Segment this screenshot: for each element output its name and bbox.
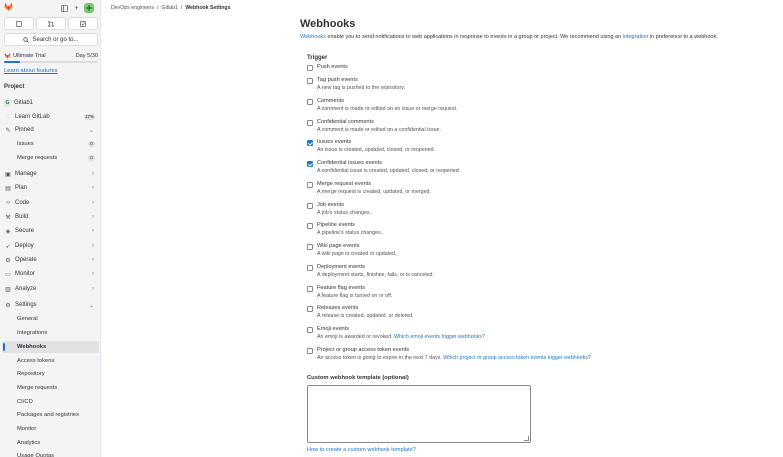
intro-text: enable you to send notifications to web applications in response to events in a group or project. We recommend using an	[325, 34, 623, 40]
sidebar-item-build[interactable]	[2, 211, 99, 223]
event-help-text	[317, 355, 591, 361]
custom-template-help-link[interactable]: How to create a custom webhook template?	[307, 447, 416, 453]
sidebar-item-settings-analytics[interactable]	[2, 437, 99, 449]
breadcrumb-current: Webhook Settings	[185, 5, 231, 11]
sidebar-top	[0, 0, 101, 14]
event-help-link[interactable]: Which emoji events trigger webhooks?	[394, 334, 485, 340]
event-checkbox[interactable]	[307, 99, 313, 105]
sidebar-item-label: Deploy	[15, 243, 34, 249]
build-icon: ⚒	[5, 214, 11, 221]
issues-label: Issues	[17, 141, 34, 147]
pinned-section[interactable]	[2, 124, 99, 136]
section-title: Project	[4, 84, 25, 90]
event-help: A feature flag is turned on or off.	[317, 293, 393, 299]
sidebar-item-label: General	[17, 316, 38, 322]
event-option	[307, 77, 707, 95]
event-help: A wiki page is created or updated.	[317, 251, 397, 257]
plan-icon: ▤	[5, 185, 11, 192]
event-label[interactable]: Feature flag events	[317, 285, 365, 291]
sidebar-item-settings-usage-quotas[interactable]	[2, 450, 99, 457]
page-intro	[300, 34, 718, 40]
sidebar-item-merge-requests[interactable]	[2, 152, 99, 164]
search-button[interactable]	[4, 33, 98, 46]
event-option	[307, 222, 707, 240]
sidebar-item-label: Merge requests	[17, 385, 58, 391]
event-checkbox[interactable]	[307, 78, 313, 84]
event-checkbox[interactable]	[307, 140, 313, 146]
sidebar-item-settings-integrations[interactable]	[2, 327, 99, 339]
event-help-text	[317, 189, 431, 195]
event-label[interactable]: Issues events	[317, 139, 352, 145]
event-label[interactable]: Project or group access token events	[317, 347, 410, 353]
sidebar-item-label: Analyze	[15, 286, 37, 292]
search-icon	[23, 37, 29, 43]
sidebar-item-settings-general[interactable]	[2, 313, 99, 325]
event-label[interactable]: Deployment events	[317, 264, 365, 270]
sidebar	[0, 0, 101, 457]
event-checkbox[interactable]	[307, 120, 313, 126]
event-help-text	[317, 293, 392, 299]
todo-icon	[80, 21, 86, 27]
event-checkbox[interactable]	[307, 306, 313, 312]
event-help-text	[317, 85, 405, 91]
manage-icon: ▣	[5, 171, 11, 178]
sidebar-item-label: Analytics	[17, 440, 41, 446]
event-option	[307, 181, 707, 199]
sidebar-item-label: Settings	[15, 302, 37, 308]
breadcrumb-separator: /	[156, 5, 159, 11]
sidebar-item-label: Operate	[15, 257, 37, 263]
event-option	[307, 98, 707, 116]
search-label: Search or go to...	[32, 36, 79, 43]
chevron-right-icon: ›	[92, 171, 94, 177]
event-option	[307, 285, 707, 303]
issues-count-badge: 0	[88, 141, 95, 147]
page-title: Webhooks	[300, 18, 356, 30]
plus-icon[interactable]: +	[74, 4, 79, 12]
sidebar-item-settings-repository[interactable]	[2, 368, 99, 380]
breadcrumb-group[interactable]: DevOps engineers	[111, 5, 154, 11]
event-help-link[interactable]: Which project or group access token events trigger webhooks?	[443, 355, 591, 361]
event-label[interactable]: Confidential issues events	[317, 160, 382, 166]
merge-request-icon	[48, 21, 54, 27]
event-checkbox[interactable]	[307, 244, 313, 250]
sidebar-item-label: Build	[15, 214, 29, 220]
event-option	[307, 243, 707, 261]
event-help: A pipeline's status changes.	[317, 230, 383, 236]
event-checkbox[interactable]	[307, 161, 313, 167]
event-help-text	[317, 334, 485, 340]
tanuki-icon	[4, 53, 11, 59]
event-option	[307, 347, 707, 365]
event-checkbox[interactable]	[307, 265, 313, 271]
sidebar-item-label: Monitor	[15, 271, 36, 277]
sidebar-item-label: Monitor	[17, 426, 37, 432]
sidebar-item-settings[interactable]	[2, 299, 99, 311]
sidebar-item-settings-ci-cd[interactable]	[2, 396, 99, 408]
event-help-text	[317, 272, 434, 278]
sidebar-item-settings-packages-and-registries[interactable]	[2, 409, 99, 421]
event-checkbox[interactable]	[307, 203, 313, 209]
event-help-text	[317, 106, 457, 112]
merge-requests-shortcut-button[interactable]	[36, 17, 66, 30]
monitor-icon: ▭	[5, 271, 11, 278]
learn-gitlab-item[interactable]	[2, 111, 99, 123]
webhooks-doc-link[interactable]: Webhooks	[300, 34, 326, 40]
chevron-down-icon: ⌄	[88, 302, 94, 309]
custom-template-textarea[interactable]	[307, 385, 531, 443]
event-help: An emoji is awarded or revoked.	[317, 334, 393, 340]
learn-gitlab-badge: 17%	[84, 114, 94, 119]
event-option	[307, 160, 707, 178]
chart-icon: ▥	[5, 286, 11, 293]
sidebar-item-deploy[interactable]	[2, 240, 99, 252]
integration-link[interactable]: integration	[622, 34, 649, 40]
chevron-right-icon: ›	[92, 243, 94, 249]
sidebar-item-manage[interactable]	[2, 168, 99, 180]
chevron-right-icon: ›	[92, 200, 94, 206]
issues-icon	[16, 21, 22, 27]
event-checkbox[interactable]	[307, 348, 313, 354]
event-checkbox[interactable]	[307, 65, 313, 71]
project-item[interactable]	[2, 97, 99, 109]
trial-day: Day 5/30	[75, 53, 98, 59]
event-help: A job's status changes.	[317, 210, 372, 216]
sidebar-item-monitor[interactable]	[2, 268, 99, 280]
chevron-right-icon: ›	[92, 286, 94, 292]
event-help-text	[317, 210, 371, 216]
event-label[interactable]: Releases events	[317, 305, 359, 311]
event-help-text	[317, 251, 397, 257]
chevron-right-icon: ›	[92, 271, 94, 277]
event-help: A merge request is created, updated, or merged.	[317, 189, 431, 195]
sidebar-item-label: Code	[15, 200, 30, 206]
event-label[interactable]: Wiki page events	[317, 243, 360, 249]
event-help-text	[317, 313, 414, 319]
learn-gitlab-label: Learn GitLab	[15, 114, 50, 120]
chevron-right-icon: ›	[92, 214, 94, 220]
user-avatar[interactable]	[84, 3, 94, 13]
event-help: A deployment starts, finishes, fails, or is canceled.	[317, 272, 434, 278]
custom-template-label: Custom webhook template (optional)	[307, 375, 409, 381]
sidebar-item-label: Webhooks	[17, 344, 47, 350]
event-option	[307, 326, 707, 344]
learn-about-features-link[interactable]: Learn about features	[4, 68, 58, 74]
sidebar-item-code[interactable]	[2, 197, 99, 209]
rocket-icon: ➶	[5, 243, 11, 250]
chevron-right-icon: ›	[92, 228, 94, 234]
sidebar-item-label: CI/CD	[17, 399, 33, 405]
event-help: A release is created, updated, or deleted.	[317, 313, 414, 319]
event-help-text	[317, 127, 441, 133]
gear-icon: ⚙	[5, 302, 11, 309]
breadcrumb-separator: /	[180, 5, 183, 11]
project-name: Gitlab1	[14, 100, 34, 106]
intro-text-end: in preference to a webhook.	[648, 34, 718, 40]
sidebar-item-label: Repository	[17, 371, 45, 377]
event-label[interactable]: Confidential comments	[317, 119, 374, 125]
chevron-right-icon: ›	[92, 185, 94, 191]
project-avatar: G	[5, 100, 10, 106]
sidebar-item-operate[interactable]	[2, 254, 99, 266]
event-help: A comment is made or edited on a confidential issue.	[317, 127, 441, 133]
event-checkbox[interactable]	[307, 286, 313, 292]
sidebar-item-settings-monitor[interactable]	[2, 423, 99, 435]
event-label[interactable]: Job events	[317, 202, 345, 208]
code-icon: ‹›	[6, 200, 10, 206]
sidebar-item-issues[interactable]	[2, 138, 99, 150]
trial-progress-fill	[4, 61, 20, 63]
event-label[interactable]: Comments	[317, 98, 345, 104]
event-checkbox[interactable]	[307, 327, 313, 333]
pinned-label: Pinned	[15, 127, 34, 133]
operate-icon: ⚙	[5, 257, 11, 264]
event-label[interactable]: Push events	[317, 64, 348, 70]
event-label[interactable]: Merge request events	[317, 181, 372, 187]
event-label[interactable]: Emoji events	[317, 326, 350, 332]
event-label[interactable]: Pipeline events	[317, 222, 355, 228]
sidebar-toggle-icon[interactable]	[60, 4, 69, 13]
trial-widget[interactable]	[4, 53, 98, 63]
event-option	[307, 119, 707, 137]
shield-icon: ◈	[5, 228, 11, 235]
trigger-label: Trigger	[307, 55, 328, 61]
bulb-icon: ◌	[6, 114, 10, 120]
mr-count-badge: 0	[88, 155, 95, 161]
event-checkbox[interactable]	[307, 223, 313, 229]
event-option	[307, 305, 707, 323]
sidebar-item-secure[interactable]	[2, 225, 99, 237]
event-help: A new tag is pushed to the repository.	[317, 85, 405, 91]
sidebar-item-plan[interactable]	[2, 182, 99, 194]
chevron-right-icon: ›	[92, 257, 94, 263]
event-option	[307, 139, 707, 157]
sidebar-item-label: Usage Quotas	[17, 453, 55, 457]
sidebar-item-settings-merge-requests[interactable]	[2, 382, 99, 394]
event-help-text	[317, 230, 382, 236]
merge-requests-label: Merge requests	[17, 155, 58, 161]
trial-label: Ultimate Trial	[13, 53, 46, 59]
event-help-text	[317, 147, 435, 153]
event-option	[307, 264, 707, 282]
sidebar-item-settings-webhooks[interactable]	[2, 341, 99, 353]
event-checkbox[interactable]	[307, 182, 313, 188]
event-help: An access token is going to expire in the next 7 days.	[317, 355, 442, 361]
breadcrumb-project[interactable]: Gitlab1	[161, 5, 178, 11]
event-option	[307, 202, 707, 220]
chevron-down-icon: ⌄	[88, 127, 94, 134]
sidebar-item-label: Packages and registries	[17, 412, 79, 418]
event-help-text	[317, 168, 460, 174]
issues-shortcut-button[interactable]	[4, 17, 34, 30]
event-help: An issue is created, updated, closed, or reopened.	[317, 147, 436, 153]
event-label[interactable]: Tag push events	[317, 77, 358, 83]
todos-shortcut-button[interactable]	[68, 17, 98, 30]
sidebar-item-settings-access-tokens[interactable]	[2, 355, 99, 367]
gitlab-logo-icon[interactable]	[4, 3, 13, 11]
event-help: A comment is made or edited on an issue or merge request.	[317, 106, 458, 112]
sidebar-item-label: Integrations	[17, 330, 48, 336]
trial-progress-bar	[4, 61, 98, 63]
pin-icon: ✎	[5, 127, 11, 134]
sidebar-item-analyze[interactable]	[2, 283, 99, 295]
sidebar-item-label: Access tokens	[17, 358, 55, 364]
sidebar-item-label: Plan	[15, 185, 28, 191]
event-help: A confidential issue is created, updated, closed, or reopened.	[317, 168, 461, 174]
quick-actions	[4, 17, 98, 30]
breadcrumb	[111, 5, 230, 11]
sidebar-item-label: Secure	[15, 228, 35, 234]
sidebar-item-label: Manage	[15, 171, 37, 177]
